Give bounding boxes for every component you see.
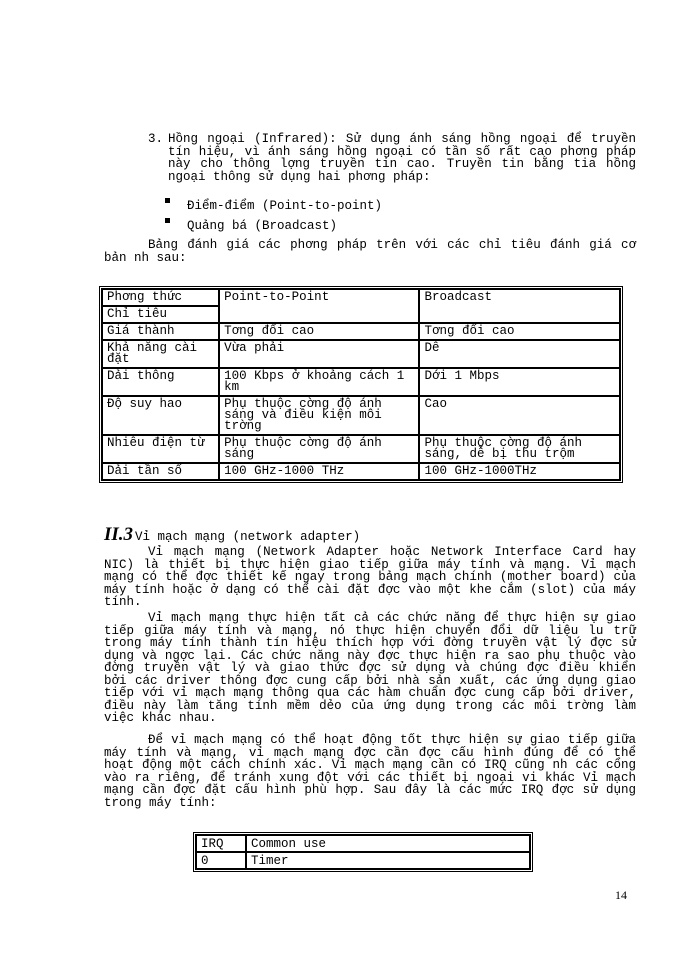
bullet-item — [165, 218, 565, 238]
bullet-text: Điểm-điểm (Point-to-point) — [187, 199, 383, 213]
table-header-row — [196, 835, 530, 852]
header-cell-point-to-point: Point-to-Point — [219, 289, 419, 323]
list-item-text: Hồng ngoại (Infrared): Sử dụng ánh sáng hồng ngoại để truyền tín hiệu, vì ánh sáng hồng ngoại có tần số rất cao phơng pháp này cho thông lợng truyền tin cao. Truyền tin bằng tia hồng ngoại thông sử dụng hai phơng pháp: — [168, 132, 636, 184]
broadcast-cell: Tơng đối cao — [419, 323, 620, 340]
criterion-cell: Độ suy hao — [102, 396, 219, 435]
paragraph: Để vỉ mạch mạng có thể hoạt động tốt thực hiện sự giao tiếp giữa máy tính và mạng, vỉ mạch mạng đợc cần đợc cấu hình đúng để có thể hoạt động một cách chính xác. Vỉ mạch mạng cần có IRQ cũng nh các cổng vào ra riêng, để tránh xung đột với các thiết bị ngoại vi khác Vỉ mạch mạng cần đợc đặt cấu hình phù hợp. Sau đây là các mức IRQ đợc sử dụng trong máy tính: — [104, 733, 636, 810]
broadcast-cell: Cao — [419, 396, 620, 435]
point-to-point-cell: 100 Kbps ở khoảng cách 1 km — [219, 368, 419, 396]
broadcast-cell: 100 GHz-1000THz — [419, 463, 620, 480]
page-number: 14 — [615, 888, 627, 902]
common-use-header-cell: Common use — [246, 835, 530, 852]
point-to-point-cell: Phụ thuộc cờng độ ánh sáng và điều kiện môi trờng — [219, 396, 419, 435]
table-header-row — [102, 289, 620, 306]
broadcast-cell: Phụ thuộc cờng độ ánh sáng, dễ bị thu trộm — [419, 435, 620, 463]
bullet-square-icon — [165, 218, 170, 223]
paragraph: Vỉ mạch mạng thực hiện tất cả các chức năng để thực hiện sự giao tiếp giữa máy tính và mạng, nó thực hiện chuyển đổi dữ liệu lu trữ trong máy tính thành tín hiệu thích hợp với đờng truyền vật lý đợc sử dụng và ngợc lại. Các chức năng này đợc thực hiện ra sao phụ thuộc vào đờng truyền vật lý và giao thức đợc sử dụng và chúng đợc điều khiển bởi các driver thông đợc cung cấp bởi nhà sản xuất, các ứng dụng giao tiếp với vỉ mạch mạng thông qua các hàm chuẩn đợc cung cấp bởi driver, điều này làm tăng tính mềm dẻo của ứng dụng trong các môi trờng làm việc khác nhau. — [104, 611, 636, 725]
table-row — [102, 396, 620, 435]
criterion-cell: Giá thành — [102, 323, 219, 340]
evaluation-table — [99, 286, 623, 483]
criterion-cell: Khả năng cài đặt — [102, 340, 219, 368]
list-number: 3. — [148, 132, 164, 146]
table-intro-paragraph: Bảng đánh giá các phơng pháp trên với các chỉ tiêu đánh giá cơ bản nh sau: — [104, 238, 636, 265]
header-cell-method: Phơng thức — [102, 289, 219, 306]
section-heading — [104, 524, 360, 546]
bullet-item — [165, 198, 565, 218]
list-item-infrared — [148, 133, 636, 183]
broadcast-cell: Dễ — [419, 340, 620, 368]
section-title: Vỉ mạch mạng (network adapter) — [135, 530, 361, 544]
point-to-point-cell: Phụ thuộc cờng độ ánh sáng — [219, 435, 419, 463]
irq-header-cell: IRQ — [196, 835, 246, 852]
table-row — [102, 323, 620, 340]
common-use-cell: Timer — [246, 852, 530, 869]
point-to-point-cell: Vừa phải — [219, 340, 419, 368]
table-row — [196, 852, 530, 869]
irq-cell: 0 — [196, 852, 246, 869]
table-row — [102, 340, 620, 368]
bullet-square-icon — [165, 198, 170, 203]
criterion-cell: Nhiễu điện từ — [102, 435, 219, 463]
criterion-cell: Dải thông — [102, 368, 219, 396]
header-cell-criteria: Chỉ tiêu — [102, 306, 219, 323]
criterion-cell: Dải tần số — [102, 463, 219, 480]
bullet-list — [165, 198, 565, 238]
table-row — [102, 435, 620, 463]
point-to-point-cell: Tơng đối cao — [219, 323, 419, 340]
bullet-text: Quảng bá (Broadcast) — [187, 219, 338, 233]
irq-table — [193, 832, 533, 872]
header-cell-broadcast: Broadcast — [419, 289, 620, 323]
table-row — [102, 368, 620, 396]
paragraph: Vỉ mạch mạng (Network Adapter hoặc Network Interface Card hay NIC) là thiết bị thực hiện giao tiếp giữa máy tính và mạng. Vỉ mạch mạng có thể đợc thiết kế ngay trong bảng mạch chính (mother board) của máy tính hoặc ở dạng có thể cài đặt đợc vào một khe cắm (slot) của máy tính. — [104, 545, 636, 609]
point-to-point-cell: 100 GHz-1000 THz — [219, 463, 419, 480]
broadcast-cell: Dới 1 Mbps — [419, 368, 620, 396]
table-row — [102, 463, 620, 480]
section-number: II.3 — [104, 524, 134, 545]
